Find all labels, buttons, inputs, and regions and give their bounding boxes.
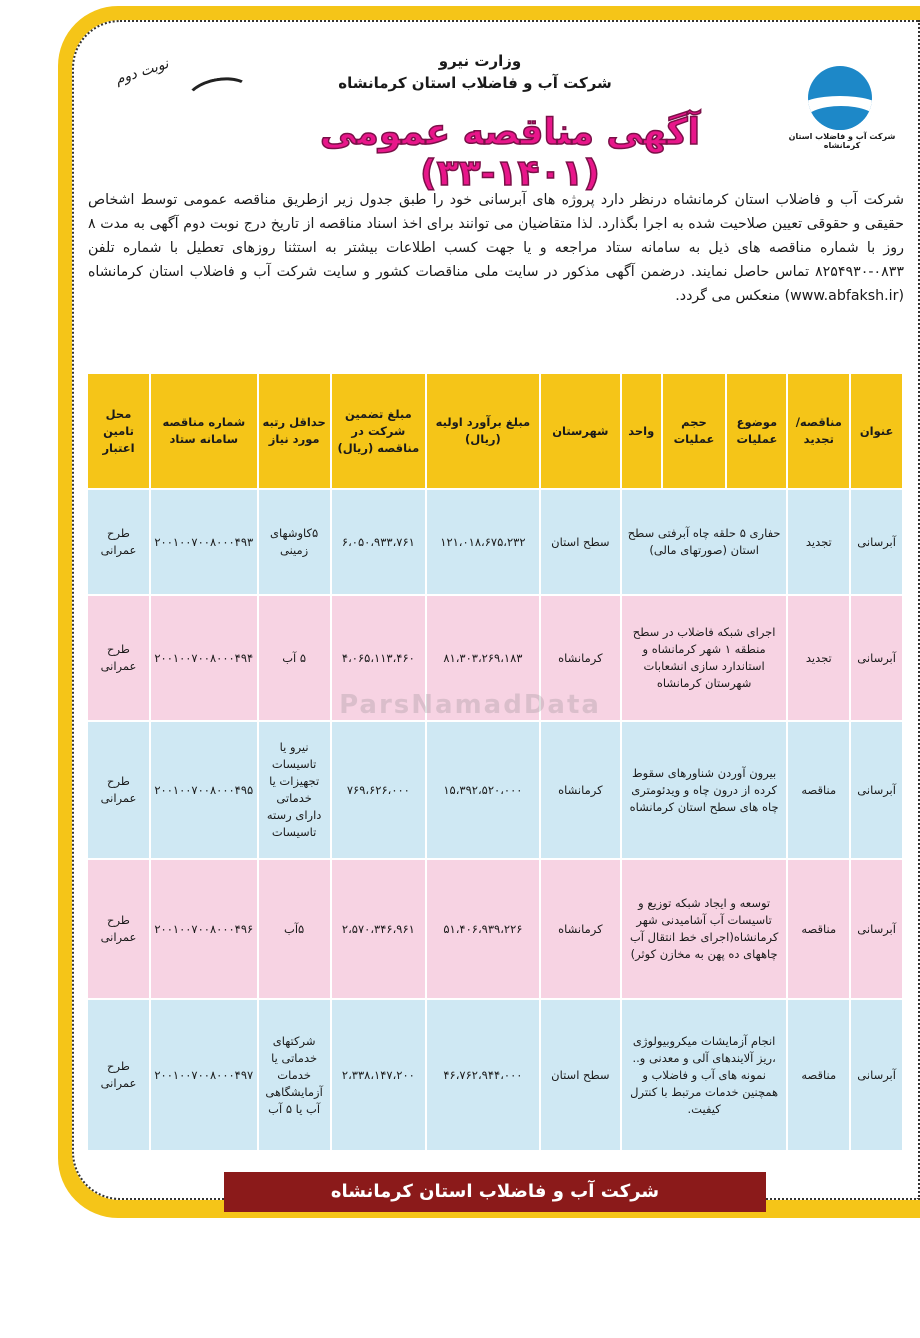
col-volume: حجم عملیات (663, 374, 726, 488)
col-subject: موضوع عملیات (727, 374, 786, 488)
cell-funding: طرح عمرانی (88, 722, 149, 858)
cell-estimate: ۱۵،۳۹۲،۵۲۰،۰۰۰ (427, 722, 539, 858)
cell-county: کرمانشاه (541, 722, 620, 858)
cell-setad-no: ۲۰۰۱۰۰۷۰۰۸۰۰۰۴۹۵ (151, 722, 257, 858)
cell-funding: طرح عمرانی (88, 490, 149, 594)
cell-type: تجدید (788, 596, 849, 720)
ministry-name: وزارت نیرو (438, 52, 522, 70)
cell-estimate: ۸۱،۳۰۳،۲۶۹،۱۸۳ (427, 596, 539, 720)
cell-subject: توسعه و ایجاد شبکه توزیع و تاسیسات آب آشامیدنی شهر کرمانشاه(اجرای خط انتقال آب چاههای ده پهن به مخازن کوثر) (622, 860, 786, 998)
cell-title: آبرسانی (851, 596, 902, 720)
cell-funding: طرح عمرانی (88, 596, 149, 720)
cell-estimate: ۱۲۱،۰۱۸،۶۷۵،۲۳۲ (427, 490, 539, 594)
cell-county: سطح استان (541, 1000, 620, 1150)
cell-county: کرمانشاه (541, 596, 620, 720)
cell-funding: طرح عمرانی (88, 1000, 149, 1150)
col-guarantee: مبلغ تضمین شرکت در مناقصه (ریال) (332, 374, 425, 488)
company-logo-icon (808, 66, 872, 130)
cell-guarantee: ۷۶۹،۶۲۶،۰۰۰ (332, 722, 425, 858)
table-header-row (88, 374, 902, 488)
cell-county: سطح استان (541, 490, 620, 594)
col-unit: واحد (622, 374, 661, 488)
cell-subject: حفاری ۵ حلقه چاه آبرفتی سطح استان (صورتهای مالی) (622, 490, 786, 594)
table-row (88, 722, 902, 858)
table-row (88, 860, 902, 998)
intro-paragraph: شرکت آب و فاضلاب استان کرمانشاه درنظر دارد پروژه های آبرسانی خود را طبق جدول زیر ازطریق مناقصه عمومی توسط اشخاص حقیقی و حقوقی تعیین صلاحیت شده به اجرا بگذارد. لذا متقاضیان می توانند برای اخذ اسناد مناقصه از تاریخ درج نوبت دوم آگهی به مدت ۸ روز با شماره مناقصه های ذیل به سامانه ستاد مراجعه و یا جهت کسب اطلاعات بیشتر به استثنا روزهای تعطیل با شماره تلفن ۰۸۳۳-۸۲۵۴۹۳۰ تماس حاصل نمایند. درضمن آگهی مذکور در سایت ملی مناقصات کشور و سایت شرکت آب و فاضلاب استان کرمانشاه (www.abfaksh.ir) منعکس می گردد. (88, 192, 904, 304)
cell-funding: طرح عمرانی (88, 860, 149, 998)
cell-title: آبرسانی (851, 1000, 902, 1150)
cell-estimate: ۴۶،۷۶۲،۹۴۴،۰۰۰ (427, 1000, 539, 1150)
tenders-table (86, 372, 904, 1152)
cell-subject: اجرای شبکه فاضلاب در سطح منطقه ۱ شهر کرمانشاه و استاندارد سازی انشعابات شهرستان کرمانشاه (622, 596, 786, 720)
cell-subject: انجام آزمایشات میکروبیولوژی ،ریز آلایندهای آلی و معدنی و.. نمونه های آب و فاضلاب و همچنین خدمات مرتبط با کنترل کیفیت. (622, 1000, 786, 1150)
cell-setad-no: ۲۰۰۱۰۰۷۰۰۸۰۰۰۴۹۷ (151, 1000, 257, 1150)
col-setad-no: شماره مناقصه سامانه ستاد (151, 374, 257, 488)
cell-min-rank: شرکتهای خدماتی یا خدمات آزمایشگاهی آب یا ۵ آب (259, 1000, 330, 1150)
table-row (88, 490, 902, 594)
cell-guarantee: ۲،۳۳۸،۱۴۷،۲۰۰ (332, 1000, 425, 1150)
cell-estimate: ۵۱،۴۰۶،۹۳۹،۲۲۶ (427, 860, 539, 998)
col-county: شهرستان (541, 374, 620, 488)
cell-min-rank: ۵کاوشهای زمینی (259, 490, 330, 594)
cell-min-rank: ۵ آب (259, 596, 330, 720)
table-row (88, 1000, 902, 1150)
company-name: شرکت آب و فاضلاب استان کرمانشاه (338, 74, 612, 92)
cell-setad-no: ۲۰۰۱۰۰۷۰۰۸۰۰۰۴۹۴ (151, 596, 257, 720)
cell-county: کرمانشاه (541, 860, 620, 998)
col-title: عنوان (851, 374, 902, 488)
cell-guarantee: ۶،۰۵۰،۹۳۳،۷۶۱ (332, 490, 425, 594)
col-min-rank: حداقل رتبه مورد نیاز (259, 374, 330, 488)
cell-min-rank: ۵آب (259, 860, 330, 998)
footer-banner: شرکت آب و فاضلاب استان کرمانشاه (224, 1172, 766, 1212)
cell-title: آبرسانی (851, 490, 902, 594)
cell-type: مناقصه (788, 722, 849, 858)
table-row (88, 596, 902, 720)
cell-title: آبرسانی (851, 722, 902, 858)
cell-subject: بیرون آوردن شناورهای سقوط کرده از درون چاه و ویدئومتری چاه های سطح استان کرمانشاه (622, 722, 786, 858)
cell-guarantee: ۴،۰۶۵،۱۱۳،۴۶۰ (332, 596, 425, 720)
col-funding: محل تامین اعتبار (88, 374, 149, 488)
cell-guarantee: ۲،۵۷۰،۳۴۶،۹۶۱ (332, 860, 425, 998)
cell-type: تجدید (788, 490, 849, 594)
logo-caption: شرکت آب و فاضلاب استان کرمانشاه (788, 132, 896, 150)
cell-type: مناقصه (788, 860, 849, 998)
col-tender-renewal: مناقصه/ تجدید (788, 374, 849, 488)
notice-title: آگهی مناقصه عمومی (۱۴۰۱-۳۳) (320, 112, 700, 194)
cell-setad-no: ۲۰۰۱۰۰۷۰۰۸۰۰۰۴۹۶ (151, 860, 257, 998)
col-estimate: مبلغ برآورد اولیه (ریال) (427, 374, 539, 488)
round-label: نوبت دوم (113, 55, 171, 89)
cell-title: آبرسانی (851, 860, 902, 998)
cell-type: مناقصه (788, 1000, 849, 1150)
cell-min-rank: نیرو یا تاسیسات تجهیزات یا خدماتی دارای رسته تاسیسات (259, 722, 330, 858)
watermark: ParsNamadData (339, 690, 601, 720)
cell-setad-no: ۲۰۰۱۰۰۷۰۰۸۰۰۰۴۹۳ (151, 490, 257, 594)
